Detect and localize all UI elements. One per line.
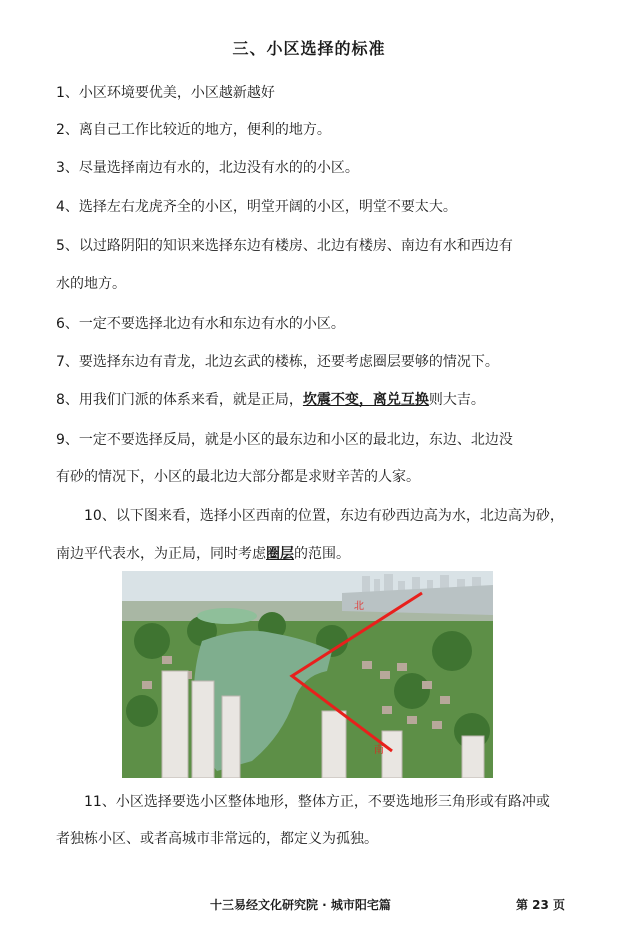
page-number: 第 23 页: [516, 898, 566, 912]
item-10-line-1: 10、以下图来看，选择小区西南的位置，东边有砂西边高为水，北边高为砂，: [84, 508, 564, 524]
item-6: 6、一定不要选择北边有水和东边有水的小区。: [56, 316, 345, 332]
item-5-line-1: 5、以过路阴阳的知识来选择东边有楼房、北边有楼房、南边有水和西边有: [56, 238, 513, 254]
item-8-emphasis: 坎震不变，离兑互换: [302, 392, 429, 408]
item-4: 4、选择左右龙虎齐全的小区，明堂开阔的小区，明堂不要太大。: [56, 199, 457, 215]
item-10-tail: 的范围。: [294, 546, 350, 562]
svg-text:南: 南: [374, 745, 384, 756]
item-1: 1、小区环境要优美，小区越新越好: [56, 85, 275, 101]
item-11-line-1: 11、小区选择要选小区整体地形，整体方正，不要选地形三角形或有路冲或: [84, 794, 550, 810]
item-3: 3、尽量选择南边有水的，北边没有水的的小区。: [56, 160, 359, 176]
item-9-line-2: 有砂的情况下，小区的最北边大部分都是求财辛苦的人家。: [56, 469, 420, 485]
item-10-emphasis: 圈层: [266, 546, 294, 562]
aerial-photo: [122, 571, 493, 778]
item-7: 7、要选择东边有青龙，北边玄武的楼栋，还要考虑圈层要够的情况下。: [56, 354, 499, 370]
item-8-text: 8、用我们门派的体系来看，就是正局，: [56, 392, 303, 408]
svg-text:北: 北: [354, 601, 364, 612]
item-11-line-2: 者独栋小区、或者高城市非常远的，都定义为孤独。: [56, 831, 378, 847]
item-2: 2、离自己工作比较近的地方，便利的地方。: [56, 122, 331, 138]
item-8: [56, 390, 485, 410]
item-9-line-1: 9、一定不要选择反局，就是小区的最东边和小区的最北边，东边、北边没: [56, 432, 513, 448]
item-10-line-2: [56, 544, 350, 564]
item-8-tail: 则大吉。: [428, 392, 485, 408]
section-title: 三、小区选择的标准: [232, 39, 386, 58]
footer-title: 十三易经文化研究院 · 城市阳宅篇: [210, 898, 391, 912]
item-5-line-2: 水的地方。: [56, 276, 126, 292]
item-10-text: 南边平代表水，为正局，同时考虑: [56, 546, 266, 562]
